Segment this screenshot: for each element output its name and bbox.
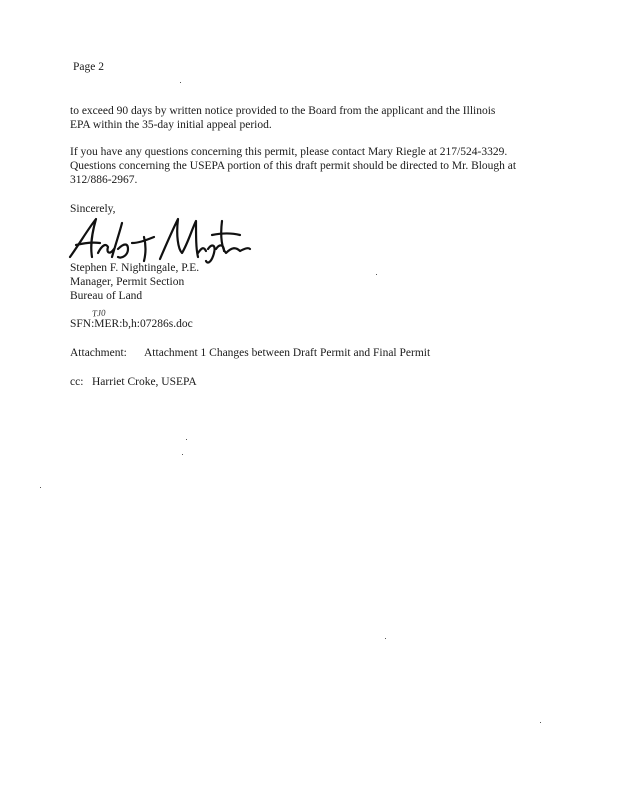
paragraph-line: EPA within the 35-day initial appeal period. <box>70 119 272 131</box>
signer-title: Manager, Permit Section <box>70 276 185 288</box>
signer-name: Stephen F. Nightingale, P.E. <box>70 262 200 274</box>
paragraph-line: If you have any questions concerning this permit, please contact Mary Riegle at 217/524-3329. <box>70 146 508 158</box>
scan-speck <box>540 722 541 723</box>
signature-image <box>62 213 252 265</box>
cc-recipient: Harriet Croke, USEPA <box>92 376 197 388</box>
body-paragraph-1 <box>70 104 495 132</box>
handwritten-initials: TJ0 <box>91 307 106 319</box>
file-reference: SFN:MER:b,h:07286s.doc <box>70 318 193 330</box>
scan-speck <box>385 638 386 639</box>
signer-unit: Bureau of Land <box>70 290 143 302</box>
page-number: Page 2 <box>73 61 104 73</box>
paragraph-line: Questions concerning the USEPA portion of this draft permit should be directed to Mr. Blough at <box>70 160 517 172</box>
body-paragraph-2 <box>70 145 516 187</box>
scan-speck <box>186 439 187 440</box>
scan-speck <box>40 487 41 488</box>
cc-line <box>70 376 197 388</box>
scan-speck <box>180 82 181 83</box>
paragraph-line: 312/886-2967. <box>70 174 138 186</box>
attachment-label: Attachment: <box>70 347 127 359</box>
attachment-line <box>70 347 430 359</box>
salutation: Sincerely, <box>70 203 116 215</box>
attachment-text: Attachment 1 Changes between Draft Permit and Final Permit <box>144 347 431 359</box>
scan-speck <box>376 274 377 275</box>
scan-speck <box>182 454 183 455</box>
paragraph-line: to exceed 90 days by written notice provided to the Board from the applicant and the Illinois <box>70 105 496 117</box>
cc-label: cc: <box>70 376 84 388</box>
